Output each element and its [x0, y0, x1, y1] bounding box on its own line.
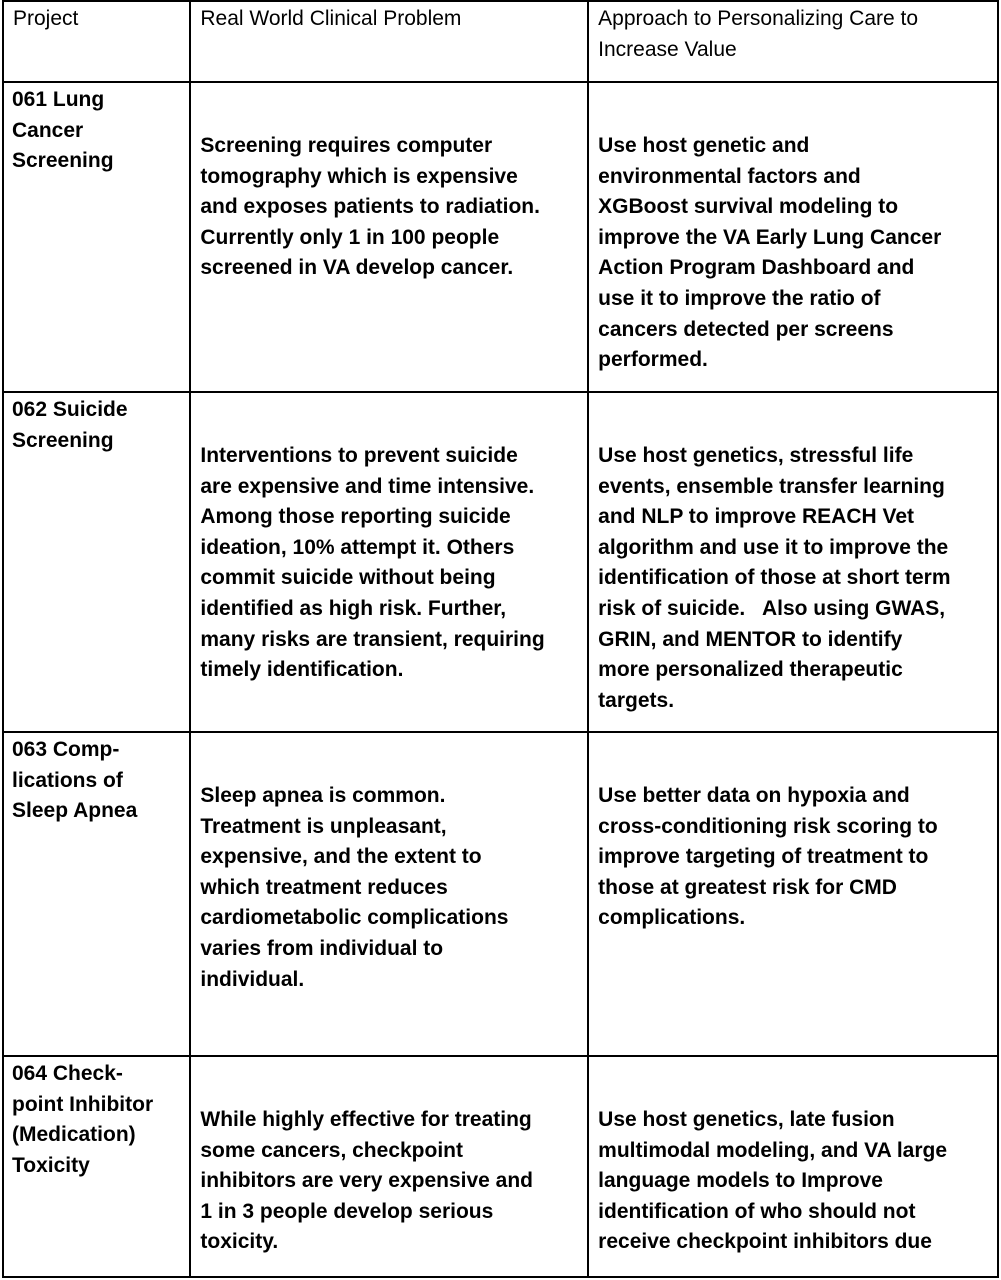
- header-project: Project: [3, 1, 190, 82]
- project-cell: 062 Suicide Screening: [3, 392, 190, 732]
- problem-cell: While highly effective for treating some cancers, checkpoint inhibitors are very expensive and 1 in 3 people develop serious toxicity.: [190, 1056, 588, 1277]
- problem-cell: Interventions to prevent suicide are expensive and time intensive. Among those reporting suicide ideation, 10% attempt it. Others commit suicide without being identified as high risk. Further, many risks are transient, requiring timely identification.: [190, 392, 588, 732]
- approach-cell: Use host genetics, stressful life events, ensemble transfer learning and NLP to improve REACH Vet algorithm and use it to improve the identification of those at short term risk of suicide. Also using GWAS, GRIN, and MENTOR to identify more personalized therapeutic targets.: [588, 392, 998, 732]
- problem-cell: Screening requires computer tomography which is expensive and exposes patients to radiation. Currently only 1 in 100 people screened in VA develop cancer.: [190, 82, 588, 392]
- header-problem: Real World Clinical Problem: [190, 1, 588, 82]
- project-cell: 063 Comp- lications of Sleep Apnea: [3, 732, 190, 1056]
- approach-cell: Use host genetics, late fusion multimodal modeling, and VA large language models to Improve identification of who should not receive checkpoint inhibitors due: [588, 1056, 998, 1277]
- projects-table: [2, 0, 999, 1278]
- approach-cell: Use better data on hypoxia and cross-conditioning risk scoring to improve targeting of treatment to those at greatest risk for CMD complications.: [588, 732, 998, 1056]
- problem-cell: Sleep apnea is common. Treatment is unpleasant, expensive, and the extent to which treatment reduces cardiometabolic complications varies from individual to individual.: [190, 732, 588, 1056]
- project-cell: 061 Lung Cancer Screening: [3, 82, 190, 392]
- header-approach: Approach to Personalizing Care to Increase Value: [588, 1, 998, 82]
- table-row: [3, 1056, 998, 1277]
- project-cell: 064 Check- point Inhibitor (Medication) Toxicity: [3, 1056, 190, 1277]
- table-row: [3, 392, 998, 732]
- approach-cell: Use host genetic and environmental factors and XGBoost survival modeling to improve the VA Early Lung Cancer Action Program Dashboard and use it to improve the ratio of cancers detected per screens performed.: [588, 82, 998, 392]
- table-row: [3, 732, 998, 1056]
- table-row: [3, 82, 998, 392]
- table-header-row: [3, 1, 998, 82]
